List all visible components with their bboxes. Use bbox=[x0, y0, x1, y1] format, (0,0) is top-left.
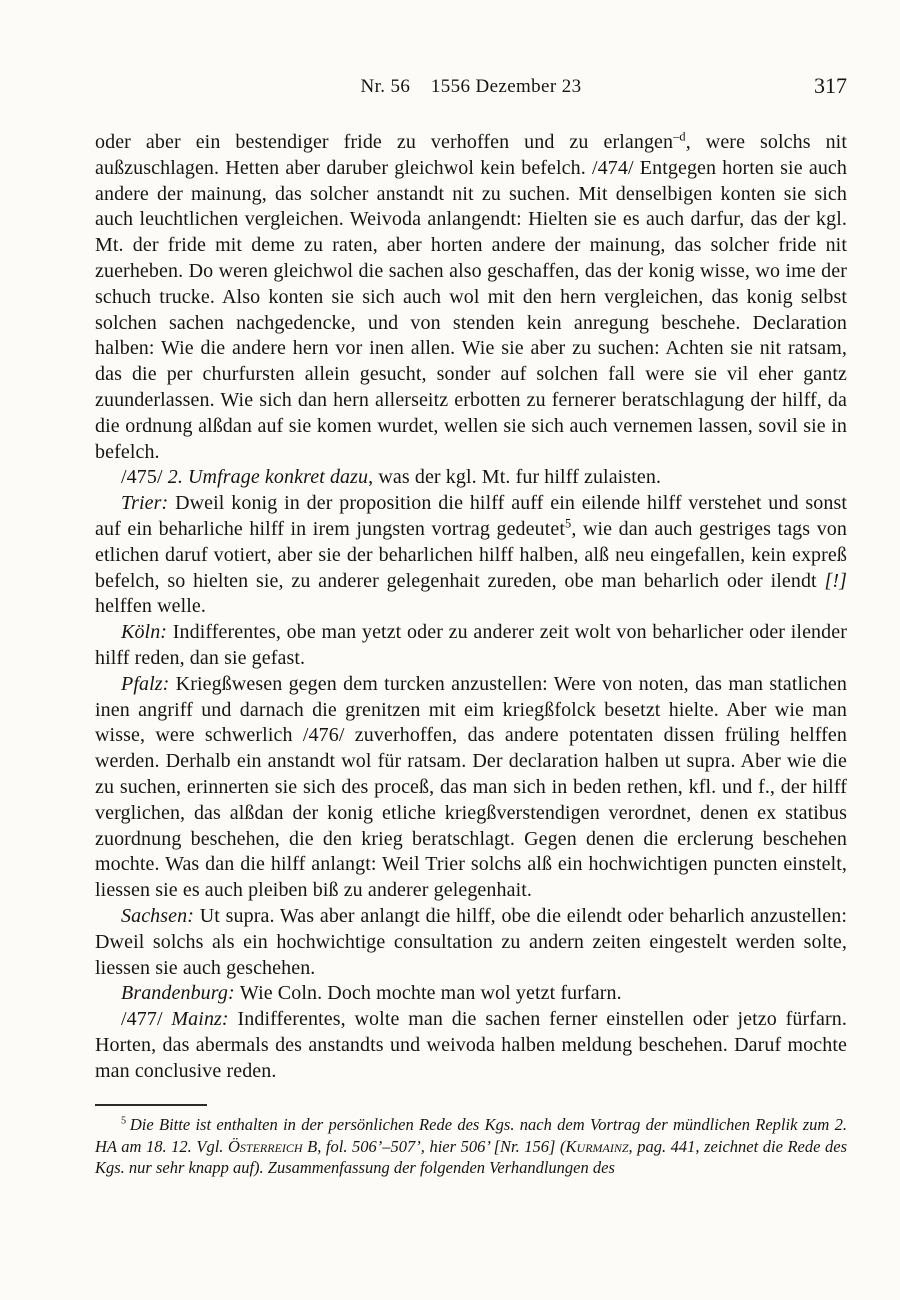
paragraph bbox=[95, 981, 847, 1007]
text-run: 2. Umfrage konkret dazu bbox=[167, 466, 369, 489]
page-number: 317 bbox=[814, 73, 847, 98]
text-column bbox=[95, 73, 848, 1179]
text-run: , was der kgl. Mt. fur hilff zulaisten. bbox=[368, 466, 662, 489]
text-run: , fol. 506’–507’, hier 506’ [Nr. 156] ( bbox=[317, 1136, 566, 1156]
body-paragraphs bbox=[95, 130, 847, 1084]
paragraph bbox=[95, 465, 847, 491]
text-run: Österreich B bbox=[227, 1136, 318, 1156]
text-run: Indifferentes, wolte man die sachen ferner einstellen oder jetzo fürfarn. Horten, das abermals des anstandts und weivoda halben meldung beschehen. Daruf mochte man conclusive reden. bbox=[95, 1008, 847, 1082]
text-run: Die Bitte ist enthalten in der persönlichen Rede des Kgs. nach dem Vortrag der mündlichen Replik zum 2. HA am 18. 12. Vgl. bbox=[95, 1115, 847, 1156]
text-run: Trier: bbox=[121, 492, 176, 515]
text-run: Indifferentes, obe man yetzt oder zu anderer zeit wolt von beharlicher oder ilender hilff reden, dan sie gefast. bbox=[95, 621, 847, 669]
footnote-text bbox=[95, 1114, 847, 1179]
paragraph bbox=[95, 904, 847, 981]
text-run: [!] bbox=[824, 569, 847, 592]
paragraph bbox=[95, 130, 847, 465]
paragraph bbox=[95, 620, 847, 672]
text-run: Wie Coln. Doch mochte man wol yetzt furfarn. bbox=[239, 982, 622, 1005]
text-run: /477/ bbox=[121, 1008, 172, 1031]
running-title: Nr. 56 1556 Dezember 23 bbox=[360, 76, 582, 97]
paragraph bbox=[95, 1007, 847, 1084]
text-run: Ut supra. Was aber anlangt die hilff, obe die eilendt oder beharlich anzustellen: Dweil solchs als ein hochwichtige consultation zu andern zeiten eingestelt werden solte, liessen sie auch geschehen. bbox=[95, 904, 847, 979]
text-run: –d bbox=[673, 129, 686, 144]
footnote bbox=[95, 1114, 847, 1179]
text-run: Pfalz: bbox=[121, 672, 176, 695]
text-run: Kriegßwesen gegen dem turcken anzustellen: Were von noten, das man statlichen inen angriff und darnach die grenitzen mit eim kriegßfolck besetzt hielte. Aber wie man wisse, were schwerlich /476/ zuverhoffen, das andere potentaten dissen früling helffen werden. Derhalb ein anstandt wol für ratsam. Der declaration halben ut supra. Aber wie die zu suchen, erinnerten sie sich des proceß, das man sich in beden rethen, kfl. und f., der hilff verglichen, das alßdan der konig etliche kriegßverstendigen verordnet, denen ex statibus zuordnung beschehen, die den krieg beratschlagt. Gegen denen die erclerung beschehen mochte. Was dan die hilff anlangt: Weil Trier solchs alß ein hochwichtigen puncten einstelt, liessen sie es auch pleiben biß zu anderer gelegenhait. bbox=[95, 672, 847, 902]
text-run: Mainz: bbox=[171, 1008, 238, 1031]
paragraph bbox=[95, 672, 847, 904]
text-run: helffen welle. bbox=[95, 595, 206, 618]
text-run: Sachsen: bbox=[121, 904, 200, 927]
footnote-rule bbox=[95, 1104, 207, 1106]
page-header bbox=[95, 73, 847, 100]
text-run: Dweil konig in der proposition die hilff auff ein eilende hilff verstehet und sonst auf ein beharliche hilff in irem jungsten vortrag gedeutet bbox=[95, 492, 847, 540]
text-run: , were solchs nit außzuschlagen. Hetten aber daruber gleichwol kein befelch. /474/ Entgegen horten sie auch andere der mainung, das solcher anstandt nit zu suchen. Mit denselbigen konten sie sich auch leuchtlichen vergleichen. Weivoda anlangendt: Hielten sie es auch darfur, das der kgl. Mt. der fride mit deme zu raten, aber horten andere der mainung, das solcher fride nit zuerheben. Do weren gleichwol die sachen also geschaffen, das der konig wisse, wo ime der schuch trucke. Also konten sie sich auch wol mit den hern vergleichen, das konig selbst solchen sachen nachgedencke, und von stenden kein anregung beschehe. Declaration halben: Wie die andere hern vor inen allen. Wie sie aber zu suchen: Achten sie nit ratsam, das die per churfursten allein gesucht, sonder auf solchen fall were sie vil eher gantz zuunderlassen. Wie sich dan hern allerseitz erbotten zu fernerer beratschlagung der hilff, da die ordnung alßdan auf sie komen wurdet, wellen sie sich auch vernemen lassen, sovil sie in befelch. bbox=[95, 131, 847, 463]
text-run: /475/ bbox=[121, 466, 168, 489]
text-run: , pag. 441, zeichnet die Rede des Kgs. nur sehr knapp auf). Zusammenfassung der folgenden Verhandlungen des bbox=[95, 1136, 848, 1178]
text-run: Köln: bbox=[121, 621, 173, 644]
text-run: 5 bbox=[121, 1115, 130, 1127]
text-run: Brandenburg: bbox=[121, 982, 240, 1005]
text-run: 5 bbox=[565, 516, 572, 531]
text-run: , wie dan auch gestriges tags von etlichen daruf votiert, aber sie der beharlichen hilff halben, alß neu eingefallen, kein expreß befelch, so hielten sie, zu anderer gelegenhait zureden, obe man beharlich oder ilendt bbox=[95, 517, 847, 592]
text-run: Kurmainz bbox=[565, 1136, 629, 1156]
text-run: oder aber ein bestendiger fride zu verhoffen und zu erlangen bbox=[95, 131, 674, 153]
paragraph bbox=[95, 491, 847, 620]
